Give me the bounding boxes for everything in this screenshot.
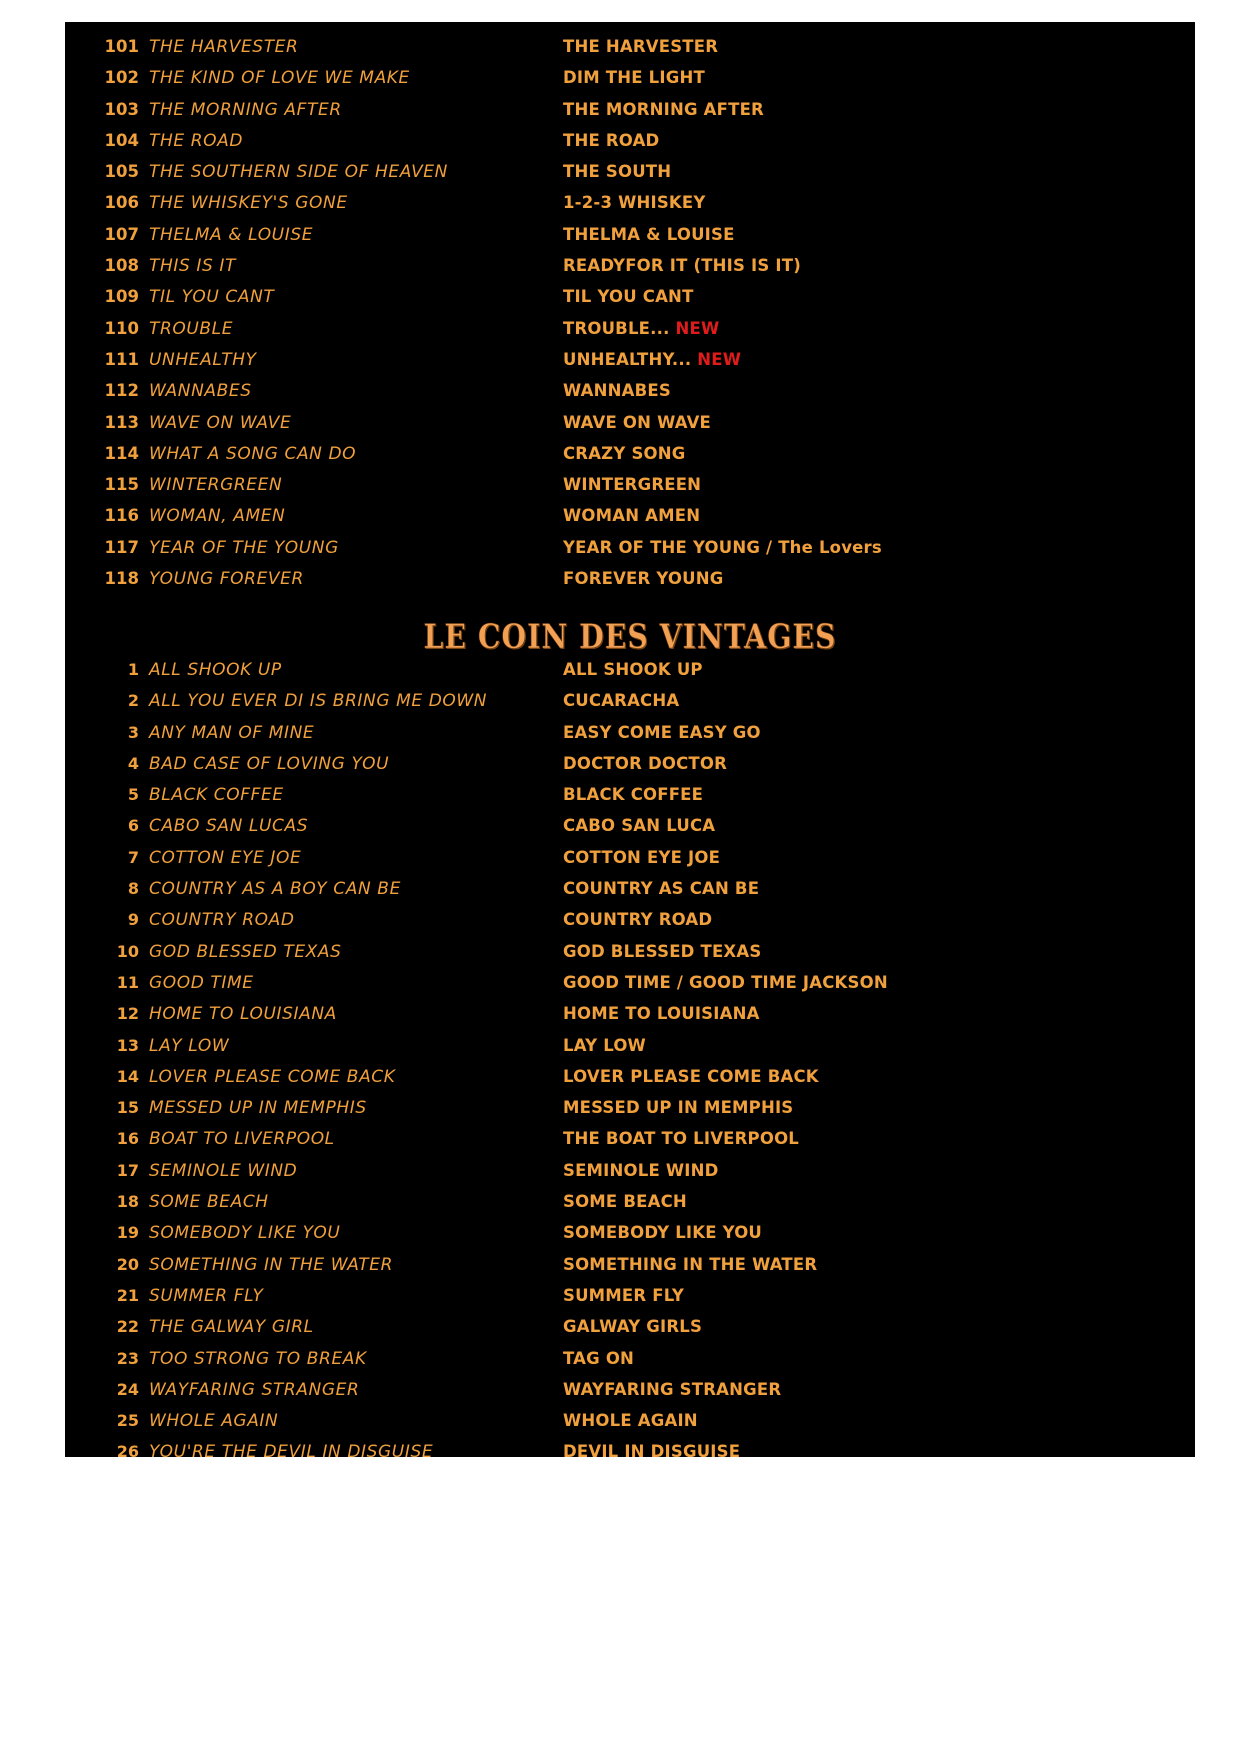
song-alt-title: THELMA & LOUISE xyxy=(563,224,735,244)
song-row xyxy=(87,1192,1177,1223)
song-title: YOUNG FOREVER xyxy=(149,569,304,590)
song-title: THE MORNING AFTER xyxy=(149,99,342,120)
song-alt-title: LOVER PLEASE COME BACK xyxy=(563,1066,819,1086)
song-alt-title: SUMMER FLY xyxy=(563,1285,685,1305)
song-row xyxy=(87,1411,1177,1442)
song-row xyxy=(87,1161,1177,1192)
song-number: 15 xyxy=(116,1098,139,1118)
song-number: 17 xyxy=(116,1160,139,1180)
song-alt-title: SOME BEACH xyxy=(563,1192,687,1212)
song-title: WINTERGREEN xyxy=(149,475,283,496)
song-title: BAD CASE OF LOVING YOU xyxy=(149,753,390,774)
song-row xyxy=(87,475,1177,506)
song-row xyxy=(87,131,1177,162)
song-row xyxy=(87,1067,1177,1098)
song-title: THE ROAD xyxy=(149,130,244,151)
song-row xyxy=(87,1349,1177,1380)
song-title: BOAT TO LIVERPOOL xyxy=(149,1129,335,1150)
song-row xyxy=(87,1380,1177,1411)
song-number: 102 xyxy=(104,68,139,88)
song-title: THE GALWAY GIRL xyxy=(149,1317,314,1338)
song-title: SOME BEACH xyxy=(149,1192,269,1213)
song-number: 110 xyxy=(104,318,139,338)
song-number: 23 xyxy=(116,1348,139,1368)
song-alt-title: WINTERGREEN xyxy=(563,475,702,495)
song-number: 114 xyxy=(104,443,139,463)
song-title: COTTON EYE JOE xyxy=(149,847,302,868)
song-title: THELMA & LOUISE xyxy=(149,224,314,245)
song-row xyxy=(87,879,1177,910)
song-number: 105 xyxy=(104,162,139,182)
song-alt-title: WAVE ON WAVE xyxy=(563,412,712,432)
song-alt-title: THE SOUTH xyxy=(563,162,672,182)
song-row xyxy=(87,848,1177,879)
song-row xyxy=(87,538,1177,569)
song-number: 2 xyxy=(127,691,139,711)
song-alt-title: EASY COME EASY GO xyxy=(563,722,761,742)
song-title: THIS IS IT xyxy=(149,256,236,277)
song-row xyxy=(87,816,1177,847)
song-title: LAY LOW xyxy=(149,1035,230,1056)
song-title: SEMINOLE WIND xyxy=(149,1160,298,1181)
song-alt-title: THE ROAD xyxy=(563,130,660,150)
song-number: 10 xyxy=(116,941,139,961)
song-row xyxy=(87,691,1177,722)
song-number: 13 xyxy=(116,1035,139,1055)
song-title: HOME TO LOUISIANA xyxy=(149,1004,337,1025)
song-row xyxy=(87,973,1177,1004)
song-number: 21 xyxy=(116,1285,139,1305)
song-title: WHOLE AGAIN xyxy=(149,1411,279,1432)
song-row xyxy=(87,1004,1177,1035)
song-number: 11 xyxy=(116,972,139,992)
song-number: 25 xyxy=(116,1411,139,1431)
song-title: CABO SAN LUCAS xyxy=(149,816,309,837)
song-row xyxy=(87,100,1177,131)
song-title: TROUBLE xyxy=(149,318,234,339)
song-alt-title: COUNTRY ROAD xyxy=(563,910,713,930)
song-number: 113 xyxy=(104,412,139,432)
song-number: 109 xyxy=(104,287,139,307)
song-number: 14 xyxy=(116,1066,139,1086)
song-alt-title: BLACK COFFEE xyxy=(563,785,704,805)
song-number: 111 xyxy=(104,349,139,369)
song-number: 3 xyxy=(127,722,139,742)
song-row xyxy=(87,256,1177,287)
song-row xyxy=(87,506,1177,537)
song-alt-title: WHOLE AGAIN xyxy=(563,1411,698,1431)
song-alt-title: HOME TO LOUISIANA xyxy=(563,1004,760,1024)
song-title: THE HARVESTER xyxy=(149,37,299,57)
song-row xyxy=(87,1223,1177,1254)
song-number: 6 xyxy=(127,816,139,836)
song-alt-title: CABO SAN LUCA xyxy=(563,816,716,836)
song-row xyxy=(87,381,1177,412)
song-title: UNHEALTHY xyxy=(149,349,257,370)
song-alt-title: YEAR OF THE YOUNG / The Lovers xyxy=(563,537,882,557)
song-title: MESSED UP IN MEMPHIS xyxy=(149,1098,367,1119)
song-alt-title: 1-2-3 WHISKEY xyxy=(563,193,706,213)
song-title: ALL YOU EVER DI IS BRING ME DOWN xyxy=(149,691,488,712)
song-title: SUMMER FLY xyxy=(149,1285,264,1306)
song-title: THE SOUTHERN SIDE OF HEAVEN xyxy=(149,162,448,183)
song-row xyxy=(87,1317,1177,1348)
song-alt-title: MESSED UP IN MEMPHIS xyxy=(563,1098,794,1118)
song-number: 1 xyxy=(127,660,139,679)
song-title: BLACK COFFEE xyxy=(149,785,284,806)
song-alt-title: ALL SHOOK UP xyxy=(563,660,703,679)
song-number: 118 xyxy=(104,569,139,589)
song-title: ALL SHOOK UP xyxy=(149,660,282,680)
song-alt-title: GALWAY GIRLS xyxy=(563,1317,703,1337)
song-number: 117 xyxy=(104,537,139,557)
song-number: 22 xyxy=(116,1317,139,1337)
song-number: 4 xyxy=(127,753,139,773)
song-alt-title: CUCARACHA xyxy=(563,691,680,711)
song-title: ANY MAN OF MINE xyxy=(149,722,315,743)
song-alt-title: WOMAN AMEN xyxy=(563,506,701,526)
song-alt-title: SOMETHING IN THE WATER xyxy=(563,1254,818,1274)
song-title: YOU'RE THE DEVIL IN DISGUISE xyxy=(149,1442,434,1463)
song-row xyxy=(87,1286,1177,1317)
song-title: THE KIND OF LOVE WE MAKE xyxy=(149,68,410,89)
section-heading-vintages: LE COIN DES VINTAGES xyxy=(423,617,837,657)
song-alt-title: WANNABES xyxy=(563,381,671,401)
song-number: 106 xyxy=(104,193,139,213)
song-number: 18 xyxy=(116,1192,139,1212)
song-title: WAVE ON WAVE xyxy=(149,412,292,433)
song-alt-title: DIM THE LIGHT xyxy=(563,68,705,88)
song-number: 103 xyxy=(104,99,139,119)
song-alt-title: COUNTRY AS CAN BE xyxy=(563,879,760,899)
song-alt-title: SEMINOLE WIND xyxy=(563,1160,719,1180)
song-number: 104 xyxy=(104,130,139,150)
song-alt-title: LAY LOW xyxy=(563,1035,646,1055)
song-title: WANNABES xyxy=(149,381,252,402)
song-number: 101 xyxy=(104,37,139,56)
song-title: SOMEBODY LIKE YOU xyxy=(149,1223,341,1244)
song-number: 16 xyxy=(116,1129,139,1149)
song-number: 12 xyxy=(116,1004,139,1024)
song-alt-title: THE BOAT TO LIVERPOOL xyxy=(563,1129,800,1149)
song-number: 20 xyxy=(116,1254,139,1274)
song-alt-title: DOCTOR DOCTOR xyxy=(563,753,727,773)
song-row xyxy=(87,350,1177,381)
song-alt-title: TAG ON xyxy=(563,1348,635,1368)
song-title: YEAR OF THE YOUNG xyxy=(149,537,339,558)
song-alt-title: READYFOR IT (THIS IS IT) xyxy=(563,256,801,276)
song-number: 26 xyxy=(116,1442,139,1462)
new-badge: NEW xyxy=(691,349,742,369)
song-title: LOVER PLEASE COME BACK xyxy=(149,1066,396,1087)
song-alt-title: CRAZY SONG xyxy=(563,443,686,463)
song-row xyxy=(87,287,1177,318)
song-row xyxy=(87,910,1177,941)
song-row xyxy=(87,68,1177,99)
song-alt-title: THE MORNING AFTER xyxy=(563,99,764,119)
song-row xyxy=(87,785,1177,816)
song-title: COUNTRY AS A BOY CAN BE xyxy=(149,879,401,900)
song-row xyxy=(87,1129,1177,1160)
song-alt-title: GOOD TIME / GOOD TIME JACKSON xyxy=(563,972,888,992)
song-row xyxy=(87,37,1177,68)
song-row xyxy=(87,754,1177,785)
song-number: 115 xyxy=(104,475,139,495)
song-alt-title: WAYFARING STRANGER xyxy=(563,1379,782,1399)
song-title: GOD BLESSED TEXAS xyxy=(149,941,342,962)
song-row xyxy=(87,413,1177,444)
song-title: THE WHISKEY'S GONE xyxy=(149,193,348,214)
song-number: 5 xyxy=(127,785,139,805)
song-row xyxy=(87,162,1177,193)
song-row xyxy=(87,660,1177,691)
song-title: WAYFARING STRANGER xyxy=(149,1379,360,1400)
song-row xyxy=(87,942,1177,973)
song-title: WOMAN, AMEN xyxy=(149,506,286,527)
song-row xyxy=(87,193,1177,224)
song-list-section-one xyxy=(87,37,1177,600)
song-number: 7 xyxy=(127,847,139,867)
song-row xyxy=(87,1442,1177,1473)
song-number: 24 xyxy=(116,1379,139,1399)
song-row xyxy=(87,1255,1177,1286)
song-alt-title: TROUBLE... NEW xyxy=(563,318,720,338)
song-title: COUNTRY ROAD xyxy=(149,910,295,931)
song-list-section-two xyxy=(87,660,1177,1474)
song-number: 116 xyxy=(104,506,139,526)
song-title: GOOD TIME xyxy=(149,972,254,993)
song-number: 107 xyxy=(104,224,139,244)
song-alt-title: GOD BLESSED TEXAS xyxy=(563,941,762,961)
song-row xyxy=(87,723,1177,754)
song-number: 108 xyxy=(104,256,139,276)
song-number: 19 xyxy=(116,1223,139,1243)
new-badge: NEW xyxy=(669,318,720,338)
song-alt-title: DEVIL IN DISGUISE xyxy=(563,1442,741,1462)
song-row xyxy=(87,1036,1177,1067)
song-alt-title: TIL YOU CANT xyxy=(563,287,694,307)
song-alt-title: FOREVER YOUNG xyxy=(563,569,724,589)
song-row xyxy=(87,569,1177,600)
song-row xyxy=(87,225,1177,256)
song-alt-title: SOMEBODY LIKE YOU xyxy=(563,1223,763,1243)
song-title: TOO STRONG TO BREAK xyxy=(149,1348,367,1369)
song-alt-title: UNHEALTHY... NEW xyxy=(563,349,742,369)
song-title: SOMETHING IN THE WATER xyxy=(149,1254,393,1275)
song-row xyxy=(87,444,1177,475)
song-row xyxy=(87,319,1177,350)
song-number: 112 xyxy=(104,381,139,401)
song-alt-title: THE HARVESTER xyxy=(563,37,719,56)
song-number: 8 xyxy=(127,879,139,899)
song-row xyxy=(87,1098,1177,1129)
song-number: 9 xyxy=(127,910,139,930)
song-alt-title: COTTON EYE JOE xyxy=(563,847,721,867)
song-title: TIL YOU CANT xyxy=(149,287,275,308)
song-title: WHAT A SONG CAN DO xyxy=(149,443,357,464)
song-list-panel xyxy=(65,22,1195,1463)
